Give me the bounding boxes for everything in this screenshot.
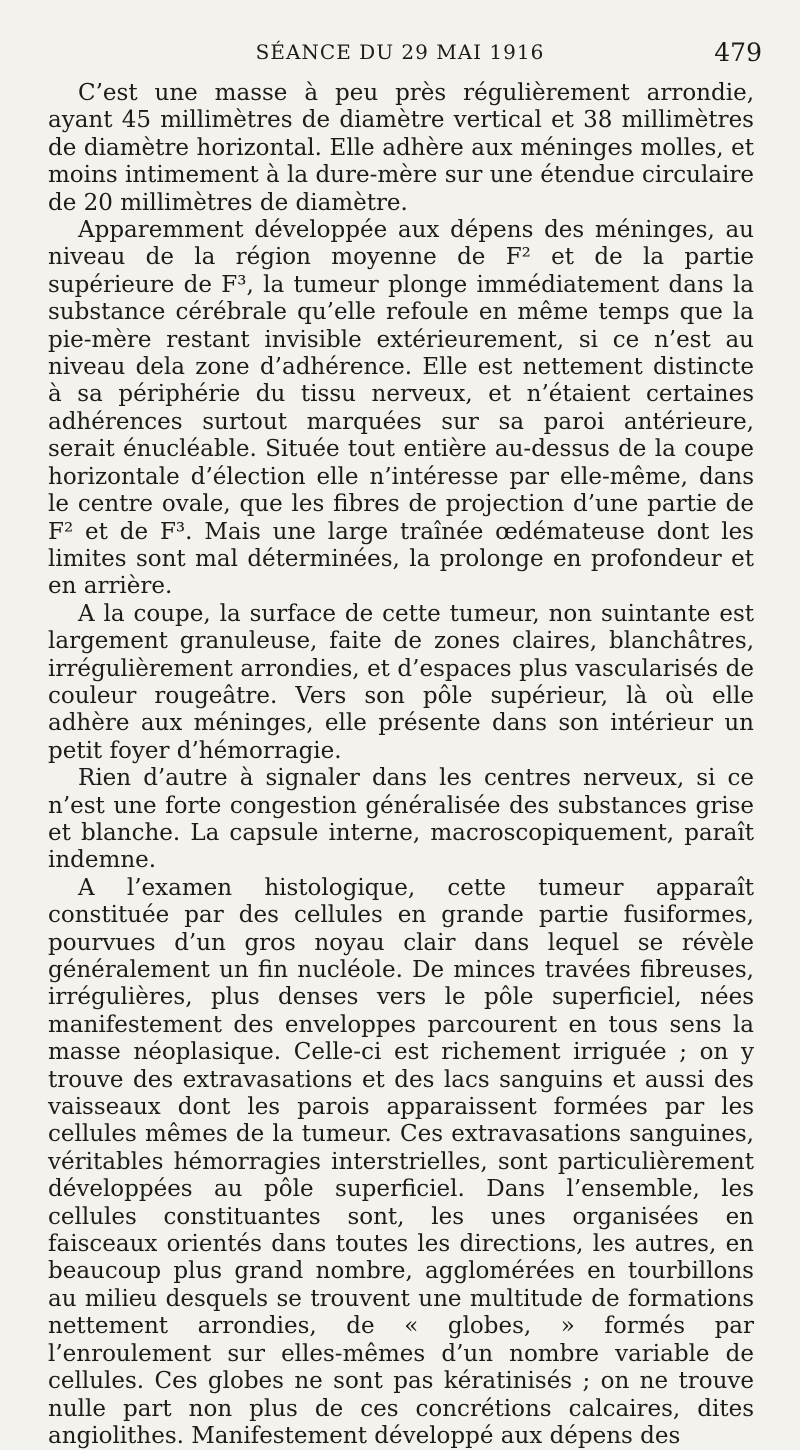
paragraph: A la coupe, la surface de cette tumeur, non suintante est largement granuleuse, faite de zones claires, blanchâtres, irrégulièrement arrondies, et d’espaces plus vascularisés de couleur rougeâtre. Vers son pôle supérieur, là où elle adhère aux méninges, elle présente dans son intérieur un petit foyer d’hémorragie. [48, 600, 754, 764]
body-text [48, 80, 754, 1450]
paragraph: Rien d’autre à signaler dans les centres nerveux, si ce n’est une forte congestion généralisée des substances grise et blanche. La capsule interne, macroscopiquement, paraît indemne. [48, 765, 754, 874]
paragraph: C’est une masse à peu près régulièrement arrondie, ayant 45 millimètres de diamètre vertical et 38 millimètres de diamètre horizontal. Elle adhère aux méninges molles, et moins intimement à la dure-mère sur une étendue circulaire de 20 millimètres de diamètre. [48, 80, 754, 216]
page-header [0, 38, 800, 72]
page-number: 479 [714, 38, 762, 67]
running-title: SÉANCE DU 29 MAI 1916 [255, 40, 545, 64]
paragraph: A l’examen histologique, cette tumeur apparaît constituée par des cellules en grande partie fusiformes, pourvues d’un gros noyau clair dans lequel se révèle généralement un fin nucléole. De minces travées fibreuses, irrégulières, plus denses vers le pôle superficiel, nées manifestement des enveloppes parcourent en tous sens la masse néoplasique. Celle-ci est richement irriguée ; on y trouve des extravasations et des lacs sanguins et aussi des vaisseaux dont les parois apparaissent formées par les cellules mêmes de la tumeur. Ces extravasations sanguines, véritables hémorragies interstrielles, sont particulièrement développées au pôle superficiel. Dans l’ensemble, les cellules constituantes sont, les unes organisées en faisceaux orientés dans toutes les directions, les autres, en beaucoup plus grand nombre, agglomérées en tourbillons au milieu desquels se trouvent une multitude de formations nettement arrondies, de « globes, » formés par l’enroulement sur elles-mêmes d’un nombre variable de cellules. Ces globes ne sont pas kératinisés ; on ne trouve nulle part non plus de ces concrétions calcaires, dites angiolithes. Manifestement développé aux dépens des [48, 874, 754, 1449]
paragraph: Apparemment développée aux dépens des méninges, au niveau de la région moyenne de F² et de la partie supérieure de F³, la tumeur plonge immédiatement dans la substance cérébrale qu’elle refoule en même temps que la pie-mère restant invisible extérieurement, si ce n’est au niveau dela zone d’adhérence. Elle est nettement distincte à sa périphérie du tissu nerveux, et n’étaient certaines adhérences surtout marquées sur sa paroi antérieure, serait énucléable. Située tout entière au-dessus de la coupe horizontale d’élection elle n’intéresse par elle-même, dans le centre ovale, que les fibres de projection d’une partie de F² et de F³. Mais une large traînée œdémateuse dont les limites sont mal déterminées, la prolonge en profondeur et en arrière. [48, 217, 754, 600]
